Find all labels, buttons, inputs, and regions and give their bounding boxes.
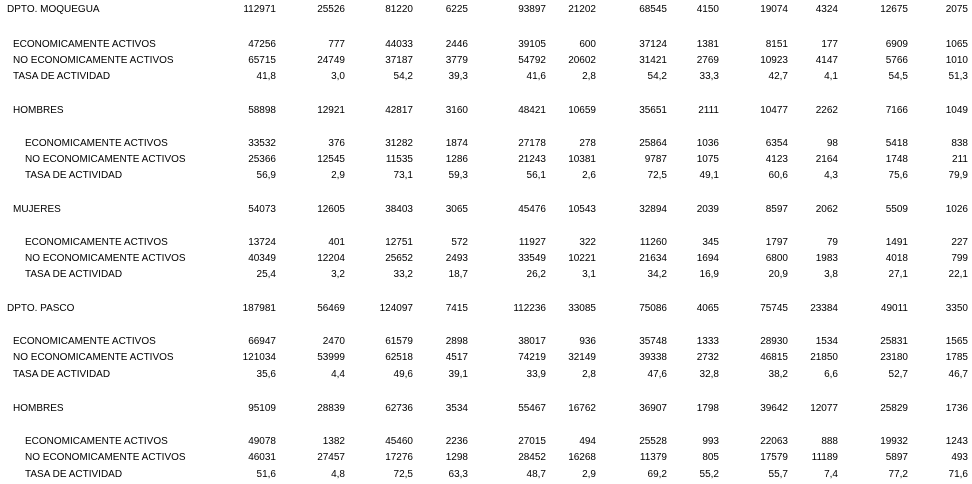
- table-cell: 49,6: [393, 369, 413, 380]
- table-cell: 3,1: [582, 269, 596, 280]
- table-cell: 1491: [885, 237, 908, 248]
- table-cell: 1381: [696, 39, 719, 50]
- table-cell: 21202: [568, 4, 596, 15]
- table-cell: 13724: [248, 237, 276, 248]
- table-cell: 2236: [445, 436, 468, 447]
- table-cell: 1065: [945, 39, 968, 50]
- table-cell: 1748: [885, 154, 908, 165]
- table-cell: 31421: [639, 55, 667, 66]
- table-cell: 74219: [518, 352, 546, 363]
- table-cell: 77,2: [888, 469, 908, 480]
- table-cell: 16,9: [699, 269, 719, 280]
- table-cell: 4324: [815, 4, 838, 15]
- table-cell: 6225: [445, 4, 468, 15]
- table-cell: 1026: [945, 204, 968, 215]
- table-cell: 12077: [810, 403, 838, 414]
- table-cell: 4,4: [331, 369, 345, 380]
- table-cell: 6,6: [824, 369, 838, 380]
- table-cell: 494: [579, 436, 596, 447]
- row-label: NO ECONOMICAMENTE ACTIVOS: [25, 452, 186, 463]
- row-label: ECONOMICAMENTE ACTIVOS: [13, 336, 156, 347]
- table-cell: 1010: [945, 55, 968, 66]
- table-cell: 12921: [317, 105, 345, 116]
- table-cell: 23180: [880, 352, 908, 363]
- table-cell: 27178: [518, 138, 546, 149]
- table-cell: 71,6: [948, 469, 968, 480]
- row-label: TASA DE ACTIVIDAD: [25, 170, 123, 181]
- table-row: [0, 70, 972, 83]
- table-row: [0, 451, 972, 464]
- table-cell: 63,3: [448, 469, 468, 480]
- table-cell: 1736: [945, 403, 968, 414]
- table-cell: 33,2: [393, 269, 413, 280]
- table-cell: 21634: [639, 253, 667, 264]
- table-cell: 7415: [445, 303, 468, 314]
- table-cell: 34,2: [647, 269, 667, 280]
- table-cell: 54792: [518, 55, 546, 66]
- table-cell: 39642: [760, 403, 788, 414]
- table-cell: 72,5: [393, 469, 413, 480]
- table-cell: 75,6: [888, 170, 908, 181]
- table-cell: 25652: [385, 253, 413, 264]
- table-row: [0, 236, 972, 249]
- table-cell: 5766: [885, 55, 908, 66]
- table-cell: 32149: [568, 352, 596, 363]
- table-cell: 112971: [243, 4, 276, 15]
- table-cell: 36907: [639, 403, 667, 414]
- table-cell: 33,9: [526, 369, 546, 380]
- table-cell: 38,2: [768, 369, 788, 380]
- table-cell: 28839: [317, 403, 345, 414]
- table-cell: 10659: [568, 105, 596, 116]
- table-cell: 10543: [568, 204, 596, 215]
- table-cell: 56,9: [256, 170, 276, 181]
- table-cell: 278: [579, 138, 596, 149]
- table-cell: 4018: [885, 253, 908, 264]
- table-cell: 58898: [248, 105, 276, 116]
- table-cell: 19932: [880, 436, 908, 447]
- table-cell: 69,2: [647, 469, 667, 480]
- row-label: ECONOMICAMENTE ACTIVOS: [13, 39, 156, 50]
- table-cell: 5418: [885, 138, 908, 149]
- table-row: [0, 153, 972, 166]
- table-cell: 17579: [760, 452, 788, 463]
- row-label: ECONOMICAMENTE ACTIVOS: [25, 138, 168, 149]
- table-cell: 3,2: [331, 269, 345, 280]
- table-cell: 10381: [568, 154, 596, 165]
- table-cell: 51,6: [256, 469, 276, 480]
- table-cell: 41,8: [256, 71, 276, 82]
- table-cell: 1565: [945, 336, 968, 347]
- table-cell: 1049: [945, 105, 968, 116]
- table-cell: 3350: [945, 303, 968, 314]
- table-cell: 1075: [696, 154, 719, 165]
- table-cell: 4517: [445, 352, 468, 363]
- table-cell: 4,8: [331, 469, 345, 480]
- table-cell: 25864: [639, 138, 667, 149]
- table-cell: 2470: [322, 336, 345, 347]
- table-cell: 7,4: [824, 469, 838, 480]
- table-cell: 4,3: [824, 170, 838, 181]
- table-cell: 55,7: [768, 469, 788, 480]
- table-cell: 799: [951, 253, 968, 264]
- table-cell: 2062: [815, 204, 838, 215]
- table-cell: 49078: [248, 436, 276, 447]
- table-cell: 6354: [765, 138, 788, 149]
- table-cell: 79,9: [948, 170, 968, 181]
- table-row: [0, 169, 972, 182]
- table-cell: 2,8: [582, 369, 596, 380]
- table-cell: 6909: [885, 39, 908, 50]
- table-cell: 93897: [518, 4, 546, 15]
- table-cell: 33085: [568, 303, 596, 314]
- table-cell: 1874: [445, 138, 468, 149]
- row-label: NO ECONOMICAMENTE ACTIVOS: [13, 55, 174, 66]
- table-cell: 20,9: [768, 269, 788, 280]
- table-cell: 4065: [696, 303, 719, 314]
- table-cell: 31282: [385, 138, 413, 149]
- table-cell: 227: [951, 237, 968, 248]
- table-cell: 39338: [639, 352, 667, 363]
- table-cell: 2039: [696, 204, 719, 215]
- table-row: [0, 3, 972, 16]
- table-cell: 4150: [696, 4, 719, 15]
- table-cell: 55,2: [699, 469, 719, 480]
- table-cell: 345: [702, 237, 719, 248]
- table-cell: 7166: [885, 105, 908, 116]
- table-cell: 2,6: [582, 170, 596, 181]
- table-cell: 47,6: [647, 369, 667, 380]
- table-cell: 1333: [696, 336, 719, 347]
- table-cell: 33549: [518, 253, 546, 264]
- table-cell: 20602: [568, 55, 596, 66]
- table-cell: 2164: [815, 154, 838, 165]
- table-cell: 12605: [317, 204, 345, 215]
- table-cell: 1382: [322, 436, 345, 447]
- table-cell: 2769: [696, 55, 719, 66]
- table-cell: 32894: [639, 204, 667, 215]
- table-cell: 6800: [765, 253, 788, 264]
- table-cell: 1785: [945, 352, 968, 363]
- table-cell: 4,1: [824, 71, 838, 82]
- row-label: HOMBRES: [13, 105, 64, 116]
- table-cell: 81220: [385, 4, 413, 15]
- table-cell: 401: [328, 237, 345, 248]
- table-cell: 42,7: [768, 71, 788, 82]
- table-cell: 10477: [760, 105, 788, 116]
- table-cell: 56,1: [526, 170, 546, 181]
- table-row: [0, 468, 972, 481]
- table-cell: 777: [328, 39, 345, 50]
- row-label: HOMBRES: [13, 403, 64, 414]
- table-cell: 12751: [385, 237, 413, 248]
- row-label: TASA DE ACTIVIDAD: [13, 369, 111, 380]
- table-cell: 22,1: [948, 269, 968, 280]
- table-cell: 35748: [639, 336, 667, 347]
- table-cell: 48421: [518, 105, 546, 116]
- table-cell: 25,4: [256, 269, 276, 280]
- table-cell: 493: [951, 452, 968, 463]
- table-cell: 3,8: [824, 269, 838, 280]
- table-cell: 1036: [696, 138, 719, 149]
- table-cell: 3065: [445, 204, 468, 215]
- table-cell: 1286: [445, 154, 468, 165]
- table-cell: 46815: [760, 352, 788, 363]
- table-cell: 1983: [815, 253, 838, 264]
- table-cell: 54,5: [888, 71, 908, 82]
- table-cell: 5897: [885, 452, 908, 463]
- table-cell: 888: [821, 436, 838, 447]
- table-cell: 21243: [518, 154, 546, 165]
- table-cell: 1534: [815, 336, 838, 347]
- table-cell: 936: [579, 336, 596, 347]
- table-cell: 95109: [248, 403, 276, 414]
- table-cell: 2,9: [331, 170, 345, 181]
- table-cell: 3779: [445, 55, 468, 66]
- table-cell: 24749: [317, 55, 345, 66]
- table-cell: 12675: [880, 4, 908, 15]
- table-cell: 32,8: [699, 369, 719, 380]
- table-row: [0, 38, 972, 51]
- table-cell: 27015: [518, 436, 546, 447]
- table-cell: 33532: [248, 138, 276, 149]
- table-cell: 56469: [317, 303, 345, 314]
- table-cell: 66947: [248, 336, 276, 347]
- table-cell: 4147: [815, 55, 838, 66]
- table-cell: 25528: [639, 436, 667, 447]
- table-cell: 11260: [639, 237, 667, 248]
- table-cell: 11927: [518, 237, 546, 248]
- table-cell: 23384: [810, 303, 838, 314]
- table-cell: 838: [951, 138, 968, 149]
- table-cell: 112236: [513, 303, 546, 314]
- table-cell: 52,7: [888, 369, 908, 380]
- table-cell: 11379: [639, 452, 667, 463]
- table-cell: 16268: [568, 452, 596, 463]
- table-cell: 572: [451, 237, 468, 248]
- table-cell: 59,3: [448, 170, 468, 181]
- table-cell: 62518: [385, 352, 413, 363]
- table-row: [0, 203, 972, 216]
- table-cell: 4123: [765, 154, 788, 165]
- table-row: [0, 54, 972, 67]
- table-cell: 121034: [242, 352, 276, 363]
- table-row: [0, 435, 972, 448]
- table-cell: 2732: [696, 352, 719, 363]
- table-cell: 68545: [639, 4, 667, 15]
- row-label: TASA DE ACTIVIDAD: [25, 269, 123, 280]
- table-cell: 805: [702, 452, 719, 463]
- table-cell: 27457: [317, 452, 345, 463]
- table-cell: 3160: [445, 105, 468, 116]
- table-row: [0, 335, 972, 348]
- table-cell: 18,7: [448, 269, 468, 280]
- table-cell: 54,2: [393, 71, 413, 82]
- table-cell: 2111: [698, 105, 719, 116]
- table-cell: 37124: [639, 39, 667, 50]
- table-cell: 73,1: [393, 170, 413, 181]
- table-cell: 211: [952, 154, 968, 165]
- table-cell: 28930: [760, 336, 788, 347]
- table-row: [0, 351, 972, 364]
- table-cell: 187981: [242, 303, 276, 314]
- table-cell: 11189: [811, 452, 838, 463]
- table-cell: 38017: [518, 336, 546, 347]
- table-cell: 2493: [445, 253, 468, 264]
- table-cell: 8151: [765, 39, 788, 50]
- table-cell: 27,1: [888, 269, 908, 280]
- table-row: [0, 368, 972, 381]
- table-cell: 1694: [696, 253, 719, 264]
- table-cell: 39105: [518, 39, 546, 50]
- table-cell: 16762: [568, 403, 596, 414]
- table-cell: 40349: [248, 253, 276, 264]
- table-cell: 376: [328, 138, 345, 149]
- table-cell: 177: [821, 39, 838, 50]
- table-cell: 49011: [880, 303, 908, 314]
- table-cell: 600: [579, 39, 596, 50]
- row-label: TASA DE ACTIVIDAD: [25, 469, 123, 480]
- table-cell: 39,3: [448, 71, 468, 82]
- table-cell: 124097: [379, 303, 413, 314]
- table-cell: 17276: [385, 452, 413, 463]
- table-cell: 3534: [445, 403, 468, 414]
- table-cell: 19074: [760, 4, 788, 15]
- table-cell: 98: [826, 138, 838, 149]
- table-cell: 1797: [765, 237, 788, 248]
- table-cell: 54073: [248, 204, 276, 215]
- table-row: [0, 402, 972, 415]
- table-cell: 53999: [317, 352, 345, 363]
- table-cell: 75745: [760, 303, 788, 314]
- row-label: NO ECONOMICAMENTE ACTIVOS: [13, 352, 174, 363]
- table-cell: 41,6: [526, 71, 546, 82]
- table-cell: 46031: [248, 452, 276, 463]
- table-cell: 33,3: [699, 71, 719, 82]
- table-cell: 75086: [639, 303, 667, 314]
- table-cell: 42817: [385, 105, 413, 116]
- table-cell: 26,2: [526, 269, 546, 280]
- row-label: MUJERES: [13, 204, 61, 215]
- table-row: [0, 302, 972, 315]
- table-cell: 37187: [385, 55, 413, 66]
- table-cell: 25366: [248, 154, 276, 165]
- table-cell: 25829: [880, 403, 908, 414]
- table-cell: 47256: [248, 39, 276, 50]
- table-cell: 8597: [765, 204, 788, 215]
- table-cell: 12545: [317, 154, 345, 165]
- table-cell: 1298: [445, 452, 468, 463]
- row-label: NO ECONOMICAMENTE ACTIVOS: [25, 253, 186, 264]
- table-cell: 61579: [385, 336, 413, 347]
- table-cell: 35,6: [256, 369, 276, 380]
- table-cell: 28452: [518, 452, 546, 463]
- table-cell: 44033: [385, 39, 413, 50]
- table-cell: 48,7: [526, 469, 546, 480]
- row-label: DPTO. MOQUEGUA: [7, 4, 100, 15]
- table-cell: 2075: [945, 4, 968, 15]
- table-cell: 60,6: [768, 170, 788, 181]
- table-cell: 2446: [445, 39, 468, 50]
- table-cell: 993: [702, 436, 719, 447]
- table-row: [0, 104, 972, 117]
- table-cell: 45476: [518, 204, 546, 215]
- table-cell: 5509: [885, 204, 908, 215]
- table-cell: 21850: [810, 352, 838, 363]
- table-cell: 2,8: [582, 71, 596, 82]
- table-cell: 1243: [945, 436, 968, 447]
- row-label: TASA DE ACTIVIDAD: [13, 71, 111, 82]
- row-label: NO ECONOMICAMENTE ACTIVOS: [25, 154, 186, 165]
- table-cell: 39,1: [448, 369, 468, 380]
- table-cell: 1798: [696, 403, 719, 414]
- table-cell: 62736: [385, 403, 413, 414]
- table-cell: 2898: [445, 336, 468, 347]
- table-cell: 2262: [815, 105, 838, 116]
- table-cell: 55467: [518, 403, 546, 414]
- table-cell: 25831: [880, 336, 908, 347]
- table-cell: 2,9: [582, 469, 596, 480]
- table-cell: 25526: [317, 4, 345, 15]
- table-row: [0, 137, 972, 150]
- table-cell: 49,1: [699, 170, 719, 181]
- table-cell: 35651: [639, 105, 667, 116]
- table-cell: 10221: [568, 253, 596, 264]
- table-row: [0, 268, 972, 281]
- table-cell: 54,2: [647, 71, 667, 82]
- table-cell: 65715: [248, 55, 276, 66]
- row-label: DPTO. PASCO: [7, 303, 75, 314]
- table-cell: 9787: [644, 154, 667, 165]
- table-cell: 10923: [760, 55, 788, 66]
- row-label: ECONOMICAMENTE ACTIVOS: [25, 436, 168, 447]
- table-cell: 12204: [317, 253, 345, 264]
- table-cell: 22063: [760, 436, 788, 447]
- table-cell: 51,3: [948, 71, 968, 82]
- table-row: [0, 252, 972, 265]
- table-cell: 79: [826, 237, 838, 248]
- table-cell: 45460: [385, 436, 413, 447]
- table-cell: 322: [579, 237, 596, 248]
- table-cell: 11535: [385, 154, 413, 165]
- table-cell: 46,7: [948, 369, 968, 380]
- row-label: ECONOMICAMENTE ACTIVOS: [25, 237, 168, 248]
- table-cell: 3,0: [331, 71, 345, 82]
- table-cell: 38403: [385, 204, 413, 215]
- table-cell: 72,5: [647, 170, 667, 181]
